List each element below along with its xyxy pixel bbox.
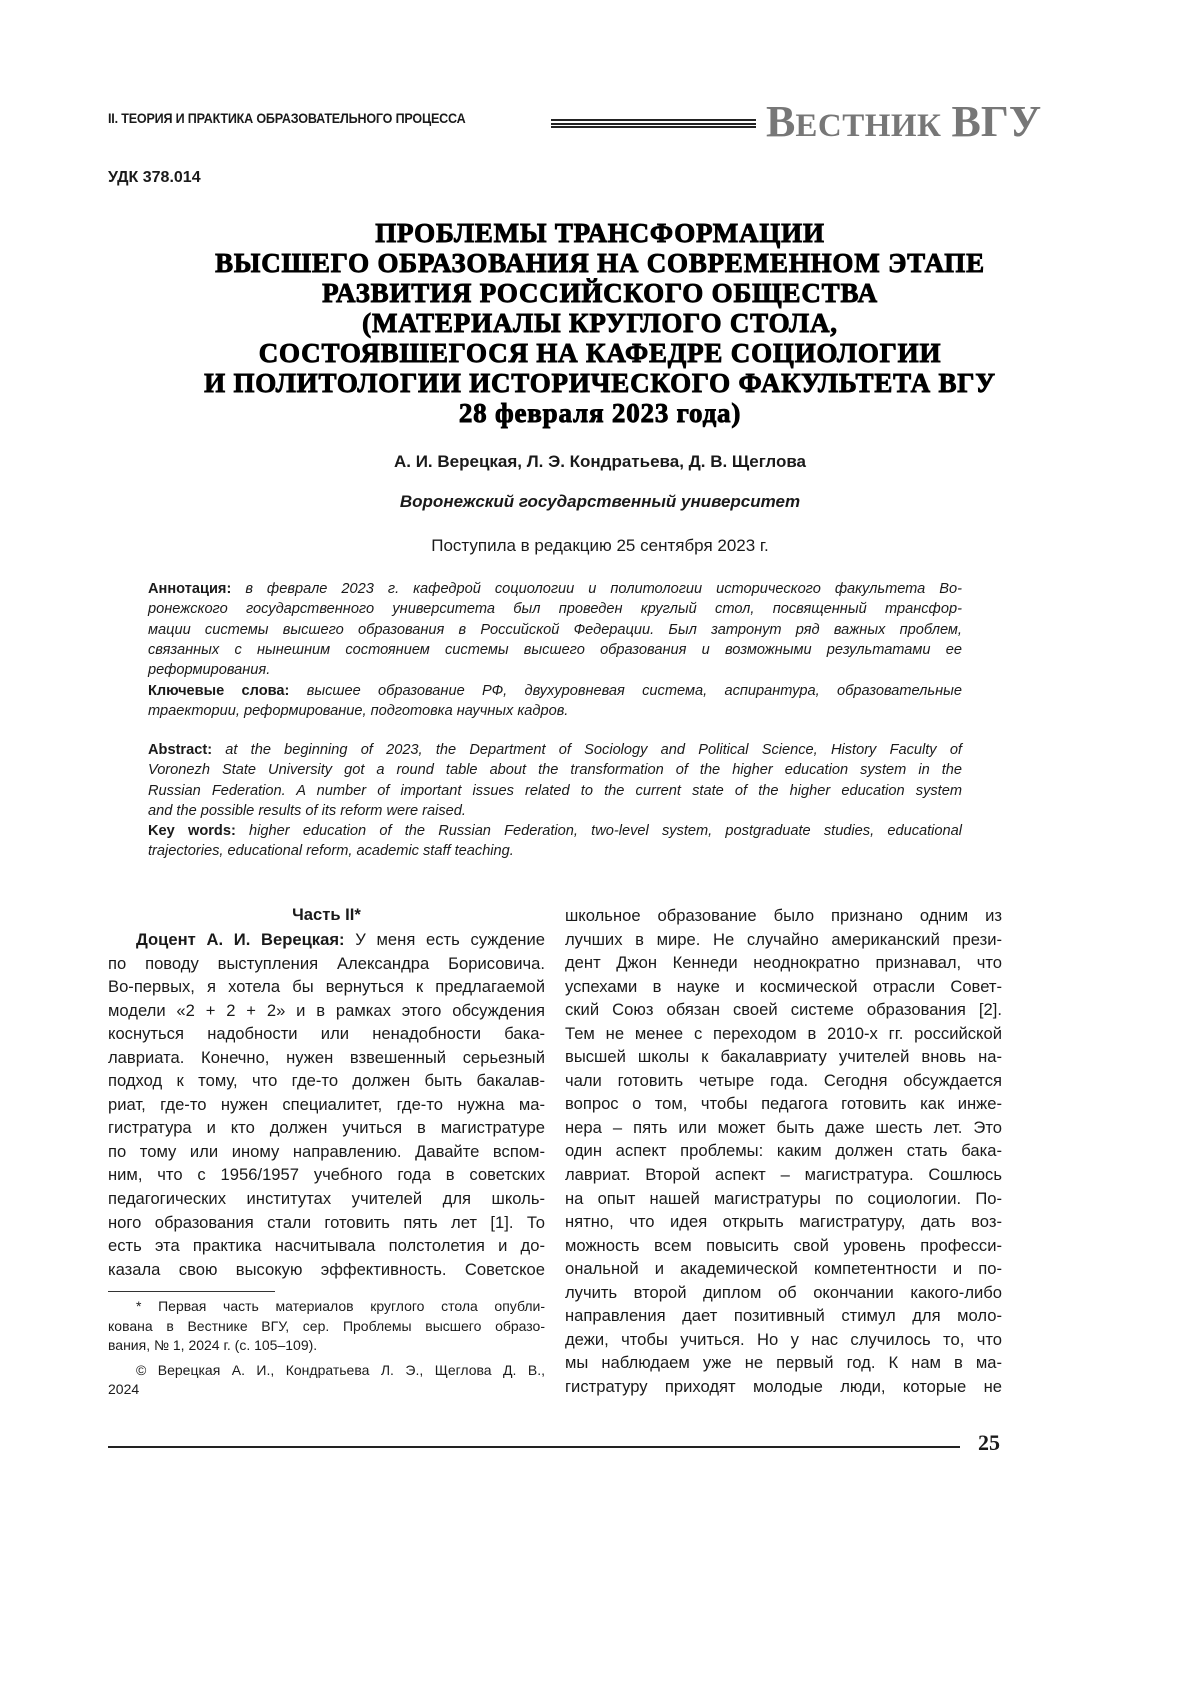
text-line: можность всем повысить свой уровень професси- bbox=[565, 1235, 1002, 1255]
text-line: вопрос о том, чтобы педагога готовить как инже- bbox=[565, 1094, 1002, 1114]
text-line: лучить второй диплом об окончании какого-либо bbox=[565, 1282, 1002, 1302]
text-line: нера – пять или может быть даже шесть лет. Это bbox=[565, 1117, 1002, 1137]
text-fragment: Voronezh State University got a round table about the transformation of the higher education system in the bbox=[148, 762, 962, 779]
text-fragment: ним, что с 1956/1957 учебного года в советских bbox=[108, 1165, 545, 1185]
text-fragment: and the possible results of its reform were raised. bbox=[148, 802, 466, 819]
journal-logo bbox=[766, 96, 1041, 147]
journal-initial: В bbox=[766, 97, 796, 146]
text-line: ональной и академической компетентности и по- bbox=[565, 1259, 1002, 1279]
text-line bbox=[148, 640, 962, 660]
text-line bbox=[108, 1187, 545, 1211]
footer-divider bbox=[108, 1446, 960, 1448]
text-line bbox=[108, 975, 545, 999]
text-line bbox=[148, 841, 962, 861]
udk-code: УДК 378.014 bbox=[108, 169, 201, 186]
text-fragment: модели «2 + 2 + 2» и в рамках этого обсуждения bbox=[108, 1000, 545, 1020]
text-fragment: Во-первых, я хотела бы вернуться к предлагаемой bbox=[108, 977, 545, 997]
text-fragment: высшее образование РФ, двухуровневая система, аспирантура, образовательные bbox=[306, 683, 962, 699]
text-fragment: коснуться надобности или ненадобности бака- bbox=[108, 1024, 545, 1044]
page-number: 25 bbox=[978, 1430, 1000, 1455]
text-line: вания, № 1, 2024 г. (с. 105–109). bbox=[108, 1337, 318, 1353]
text-line: чали готовить четыре года. Сегодня обсуждается bbox=[565, 1070, 1002, 1090]
keywords-en bbox=[148, 821, 962, 862]
text-line: лучших в мире. Не случайно американский прези- bbox=[565, 929, 1002, 949]
text-fragment: траектории, реформирование, подготовка научных кадров. bbox=[148, 703, 569, 720]
text-line: * Первая часть материалов круглого стола опубли- bbox=[136, 1298, 545, 1314]
text-fragment: в феврале 2023 г. кафедрой социологии и политологии исторического факультета Во- bbox=[245, 581, 962, 597]
text-line bbox=[108, 999, 545, 1023]
text-line bbox=[108, 952, 545, 976]
text-fragment: Russian Federation. A number of important issues related to the current state of the higher education system bbox=[148, 782, 962, 799]
text-line: мы наблюдаем уже не первый год. К нам в ма- bbox=[565, 1353, 1002, 1373]
text-fragment: мации системы высшего образования в Российской Федерации. Был затронут ряд важных проблем, bbox=[148, 621, 962, 638]
keywords_en-label: Key words: bbox=[148, 823, 236, 839]
text-fragment: реформирования. bbox=[148, 662, 271, 679]
text-line: ский Союз обязан своей системе образования [2]. bbox=[565, 1000, 1002, 1020]
speaker-name: Доцент А. И. Верецкая: bbox=[136, 930, 345, 949]
abstract-label: Abstract: bbox=[148, 742, 213, 758]
text-line: направления дает позитивный стимул для моло- bbox=[565, 1306, 1002, 1326]
text-line bbox=[108, 1258, 545, 1282]
text-line: дент Джон Кеннеди неоднократно признавал, что bbox=[565, 953, 1002, 973]
text-line bbox=[108, 1234, 545, 1258]
text-fragment: гистратура и кто должен учиться в магистратуре bbox=[108, 1118, 545, 1138]
title-line: РАЗВИТИЯ РОССИЙСКОГО ОБЩЕСТВА bbox=[322, 278, 878, 308]
right-column bbox=[565, 904, 1002, 1398]
text-line: Тем не менее с переходом в 2010-х гг. российской bbox=[565, 1023, 1002, 1043]
text-line: школьное образование было признано одним из bbox=[565, 906, 1002, 925]
text-fragment: У меня есть суждение bbox=[355, 930, 545, 949]
text-fragment: по поводу выступления Александра Борисовича. bbox=[108, 953, 545, 973]
journal-name: ЕСТНИК bbox=[795, 108, 942, 144]
text-line bbox=[148, 781, 962, 801]
text-line bbox=[148, 681, 962, 701]
text-fragment: лавриата. Конечно, нужен взвешенный серьезный bbox=[108, 1047, 545, 1067]
journal-abbr: ВГУ bbox=[951, 97, 1042, 146]
section-header: II. ТЕОРИЯ И ПРАКТИКА ОБРАЗОВАТЕЛЬНОГО ПРОЦЕССА bbox=[108, 111, 466, 126]
text-line bbox=[108, 1163, 545, 1187]
text-line bbox=[148, 821, 962, 841]
text-line bbox=[108, 1211, 545, 1235]
text-line: успехами в науке и космической отрасли Совет- bbox=[565, 976, 1002, 996]
text-line: лавриат. Второй аспект – магистратура. Сошлюсь bbox=[565, 1165, 1002, 1185]
text-line bbox=[148, 579, 962, 599]
title-line: 28 февраля 2023 года) bbox=[458, 398, 742, 428]
copyright bbox=[108, 1361, 545, 1400]
header-rule bbox=[551, 119, 756, 128]
text-line bbox=[108, 1116, 545, 1140]
text-fragment: trajectories, educational reform, academic staff teaching. bbox=[148, 843, 514, 860]
received-date: Поступила в редакцию 25 сентября 2023 г. bbox=[431, 536, 769, 555]
text-line bbox=[108, 1093, 545, 1117]
annotation-label: Аннотация: bbox=[148, 581, 232, 597]
text-fragment: ронежского государственного университета был проведен круглый стол, посвященный трансфор- bbox=[148, 601, 962, 618]
text-fragment: at the beginning of 2023, the Department of Sociology and Political Science, History Faculty of bbox=[225, 742, 962, 758]
text-fragment: ного образования стали готовить пять лет [1]. То bbox=[108, 1212, 545, 1232]
title-line: (МАТЕРИАЛЫ КРУГЛОГО СТОЛА, bbox=[362, 308, 838, 338]
footnote-divider bbox=[108, 1291, 275, 1292]
annotation bbox=[148, 579, 962, 680]
text-line bbox=[148, 599, 962, 619]
text-line bbox=[108, 1022, 545, 1046]
text-line bbox=[148, 620, 962, 640]
keywords-label: Ключевые слова: bbox=[148, 683, 290, 699]
text-fragment: педагогических институтах учителей для школь- bbox=[108, 1189, 545, 1209]
keywords bbox=[148, 681, 962, 722]
text-fragment: казала свою высокую эффективность. Советское bbox=[108, 1259, 545, 1279]
text-line bbox=[108, 1046, 545, 1070]
affiliation: Воронежский государственный университет bbox=[399, 492, 801, 511]
text-fragment: подход к тому, что где-то должен быть бакалав- bbox=[108, 1071, 545, 1091]
text-fragment: связанных с нынешним состоянием системы высшего образования и возможными результатами ее bbox=[148, 641, 962, 658]
text-line bbox=[108, 1140, 545, 1164]
text-line bbox=[148, 740, 962, 760]
article-title bbox=[100, 218, 1100, 428]
text-line bbox=[148, 760, 962, 780]
title-line: ВЫСШЕГО ОБРАЗОВАНИЯ НА СОВРЕМЕННОМ ЭТАПЕ bbox=[215, 248, 985, 278]
text-line: дежи, чтобы учиться. Но у нас случилось то, что bbox=[565, 1329, 1002, 1349]
text-line: гистратуру приходят молодые люди, которые не bbox=[565, 1376, 1002, 1396]
text-line bbox=[148, 801, 962, 821]
text-line: один аспект проблемы: каким должен стать бака- bbox=[565, 1141, 1002, 1161]
authors: А. И. Верецкая, Л. Э. Кондратьева, Д. В. Щеглова bbox=[393, 452, 807, 471]
text-line: © Верецкая А. И., Кондратьева Л. Э., Щеглова Д. В., bbox=[136, 1361, 545, 1378]
text-line bbox=[148, 660, 962, 680]
left-column bbox=[108, 928, 545, 1281]
text-line bbox=[148, 701, 962, 721]
text-line: нятно, что идея открыть магистратуру, дать воз- bbox=[565, 1212, 1002, 1232]
text-line: высшей школы к бакалавриату учителей вновь на- bbox=[565, 1047, 1002, 1067]
text-fragment: риат, где-то нужен специалитет, где-то нужна ма- bbox=[108, 1094, 545, 1114]
text-fragment: есть эта практика насчитывала полстолетия и до- bbox=[108, 1236, 545, 1256]
title-line: ПРОБЛЕМЫ ТРАНСФОРМАЦИИ bbox=[375, 218, 825, 248]
text-line: 2024 bbox=[108, 1381, 140, 1397]
abstract bbox=[148, 740, 962, 821]
text-line bbox=[108, 1069, 545, 1093]
text-fragment: higher education of the Russian Federation, two-level system, postgraduate studies, educational bbox=[249, 823, 962, 839]
footnotes bbox=[108, 1297, 545, 1405]
title-line: И ПОЛИТОЛОГИИ ИСТОРИЧЕСКОГО ФАКУЛЬТЕТА ВГУ bbox=[204, 368, 996, 398]
text-fragment: по тому или иному направлению. Давайте вспом- bbox=[108, 1141, 545, 1161]
title-line: СОСТОЯВШЕГОСЯ НА КАФЕДРЕ СОЦИОЛОГИИ bbox=[258, 338, 942, 368]
part-heading: Часть II* bbox=[292, 905, 361, 924]
footnote bbox=[108, 1297, 545, 1356]
text-line bbox=[108, 928, 545, 952]
text-line: на опыт нашей магистратуры по социологии. По- bbox=[565, 1188, 1002, 1208]
text-line: кована в Вестнике ВГУ, сер. Проблемы высшего образо- bbox=[108, 1317, 545, 1334]
